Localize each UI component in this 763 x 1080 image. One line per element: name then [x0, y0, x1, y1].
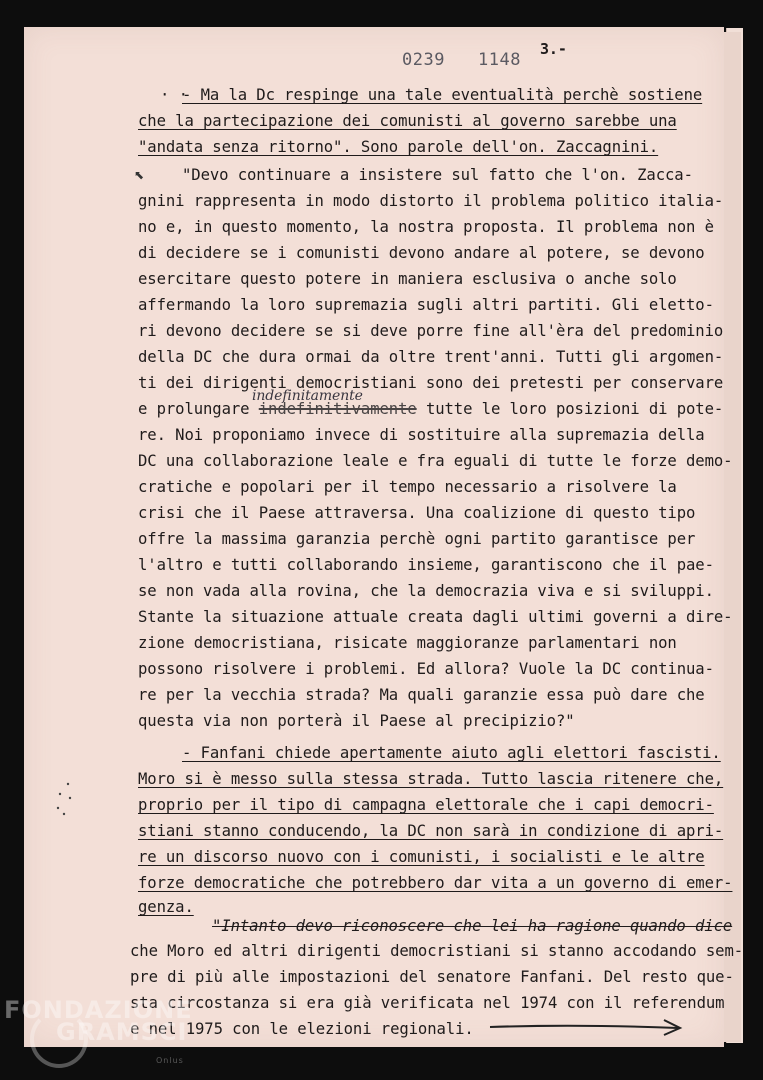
answer2-line2: che Moro ed altri dirigenti democristiani si stanno accodando sem-	[130, 942, 744, 960]
answer1-line9: ti dei dirigenti democristiani sono dei pretesti per conservare	[138, 374, 724, 392]
answer1-line2: gnini rappresenta in modo distorto il problema politico italia-	[138, 192, 724, 210]
answer1-line6: affermando la loro supremazia sugli altri partiti. Gli eletto-	[138, 296, 714, 314]
question2-line5: re un discorso nuovo con i comunisti, i socialisti e le altre	[138, 848, 705, 866]
answer1-line17: se non vada alla rovina, che la democrazia viva e si sviluppi.	[138, 582, 714, 600]
watermark-sub: Onlus	[156, 1056, 184, 1065]
question2-line2: Moro si è messo sulla stessa strada. Tutto lascia ritenere che,	[138, 770, 724, 788]
answer1-line18: Stante la situazione attuale creata dagli ultimi governi a dire-	[138, 608, 733, 626]
question1-line2: che la partecipazione dei comunisti al governo sarebbe una	[138, 112, 677, 130]
answer1-line16: l'altro e tutti collaborando insieme, garantiscono che il pae-	[138, 556, 714, 574]
answer1-line11: re. Noi proponiamo invece di sostituire alla supremazia della	[138, 426, 705, 444]
watermark-line1: FONDAZIONE	[4, 996, 193, 1024]
question1-line1: - Ma la Dc respinge una tale eventualità perchè sostiene	[182, 86, 703, 104]
answer2-line4: sta circostanza si era già verificata nel 1974 con il referendum	[130, 994, 725, 1012]
margin-dots-mark	[50, 780, 80, 820]
answer1-line1: "Devo continuare a insistere sul fatto che l'on. Zacca-	[182, 166, 693, 184]
question2-line6: forze democratiche che potrebbero dar vita a un governo di emer-	[138, 874, 733, 892]
answer1-line15: offre la massima garanzia perchè ogni partito garantisce per	[138, 530, 696, 548]
answer2-line3: pre di più alle impostazioni del senatore Fanfani. Del resto que-	[130, 968, 734, 986]
answer1-line14: crisi che il Paese attraversa. Una coalizione di questo tipo	[138, 504, 696, 522]
watermark-line2: GRAMSCI	[56, 1018, 188, 1046]
question2-line3: proprio per il tipo di campagna elettorale che i capi democri-	[138, 796, 714, 814]
answer1-line21: re per la vecchia strada? Ma quali garanzie essa può dare che	[138, 686, 705, 704]
answer1-line10	[138, 400, 723, 418]
question2-line7: genza.	[138, 898, 194, 916]
handwritten-correction: indefinitamente	[252, 388, 363, 404]
answer1-line19: zione democristiana, risicate maggioranze parlamentari non	[138, 634, 677, 652]
struck-word: indefinitivamente	[258, 400, 417, 418]
answer1-line12: DC una collaborazione leale e fra eguali di tutte le forze demo-	[138, 452, 733, 470]
archive-stamp-right: 1148	[478, 50, 521, 70]
answer1-line7: ri devono decidere se si deve porre fine all'èra del predominio	[138, 322, 724, 340]
answer1-line8: della DC che dura ormai da oltre trent'anni. Tutti gli argomen-	[138, 348, 724, 366]
answer1-line22: questa via non porterà il Paese al precipizio?"	[138, 712, 575, 730]
archive-stamp-left: 0239	[402, 50, 445, 70]
answer1-line10-before: e prolungare	[138, 400, 259, 418]
answer2-line1: "Intanto devo riconoscere che lei ha ragione quando dice	[212, 917, 733, 935]
dots-marker: · ·	[160, 86, 188, 104]
answer1-line10-after: tutte le loro posizioni di pote-	[416, 400, 724, 418]
answer2-line5: e nel 1975 con le elezioni regionali.	[130, 1020, 474, 1038]
answer1-line13: cratiche e popolari per il tempo necessario a risolvere la	[138, 478, 677, 496]
margin-mark: ⬉	[134, 168, 144, 182]
question2-line1: - Fanfani chiede apertamente aiuto agli elettori fascisti.	[182, 744, 721, 762]
question2-line4: stiani stanno conducendo, la DC non sarà in condizione di apri-	[138, 822, 724, 840]
page-number: 3.-	[540, 40, 567, 58]
answer1-line20: possono risolvere i problemi. Ed allora? Vuole la DC continua-	[138, 660, 714, 678]
answer1-line4: di decidere se i comunisti devono andare al potere, se devono	[138, 244, 705, 262]
answer1-line3: no e, in questo momento, la nostra proposta. Il problema non è	[138, 218, 714, 236]
question1-line3: "andata senza ritorno". Sono parole dell'on. Zaccagnini.	[138, 138, 659, 156]
answer1-line5: esercitare questo potere in maniera esclusiva o anche solo	[138, 270, 677, 288]
continuation-arrow-icon	[488, 1015, 688, 1039]
